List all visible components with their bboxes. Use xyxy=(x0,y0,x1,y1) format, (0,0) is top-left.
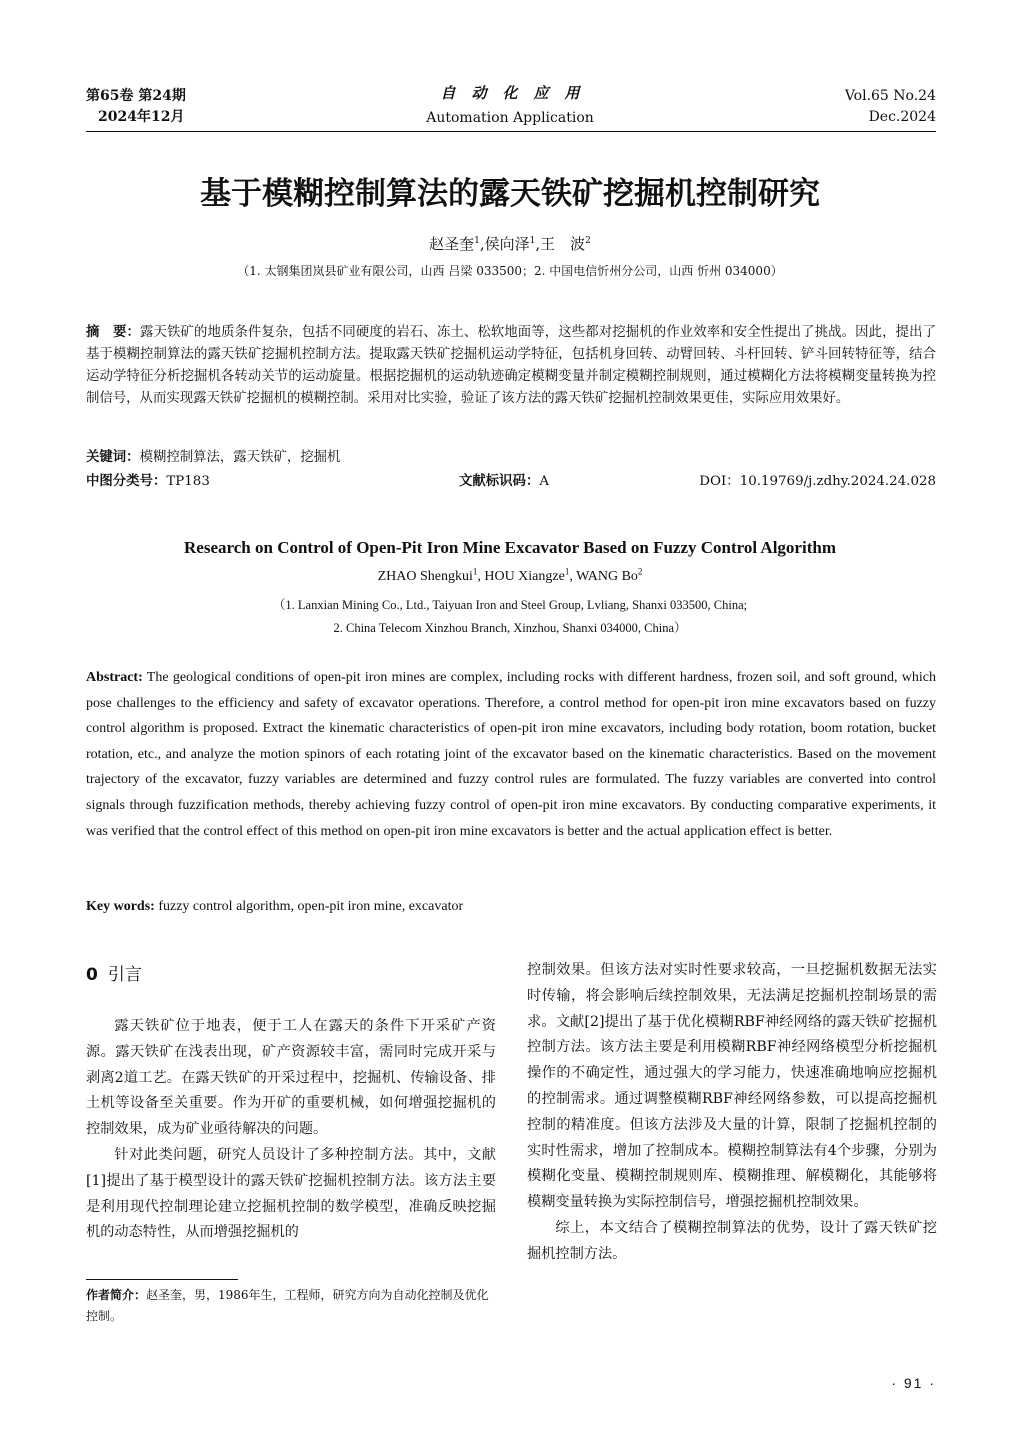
header-journal xyxy=(360,82,660,129)
affiliation-en-line1: （1. Lanxian Mining Co., Ltd., Taiyuan Iron and Steel Group, Lvliang, Shanxi 033500, China; xyxy=(272,598,748,612)
clc-label: 中图分类号： xyxy=(86,474,167,489)
section-number: 0 xyxy=(86,965,98,985)
author-2: 侯向泽 xyxy=(484,235,530,253)
author-2-en-affil: 1 xyxy=(564,566,570,577)
date-cn: 2024年12月 xyxy=(98,109,185,125)
header-issue-info xyxy=(86,86,186,128)
keywords-cn xyxy=(86,448,936,468)
affiliation-en-line2: 2. China Telecom Xinzhou Branch, Xinzhou, Shanxi 034000, China） xyxy=(333,621,687,635)
abstract-en xyxy=(86,665,936,844)
body-column-right xyxy=(527,958,937,1268)
author-3-affil: 2 xyxy=(585,236,591,246)
paper-title-en: Research on Control of Open-Pit Iron Mine Excavator Based on Fuzzy Control Algorithm xyxy=(184,538,836,557)
authors-cn: 赵圣奎$^1$,侯向泽$^1$,王 波$^2$ xyxy=(429,235,591,253)
page-number: · 91 · xyxy=(891,1375,936,1391)
volume-cn: 第65卷 第24期 xyxy=(86,88,186,104)
author-2-affil: 1 xyxy=(529,236,536,246)
abstract-text-en: The geological conditions of open-pit iron mines are complex, including rocks with different hardness, frozen soil, and soft ground, which pose challenges to the efficiency and safety of excavator operations. Therefore, a control method for open-pit iron mine excavators based on fuzzy control algorithm is proposed. Extract the kinematic characteristics of open-pit iron mine excavators, including body rotation, boom rotation, bucket rotation, etc., and analyze the motion spinors of each rotating joint of the excavator based on the kinematic characteristics. Based on the movement trajectory of the excavator, fuzzy variables are determined and fuzzy control rules are formulated. The fuzzy variables are converted into control signals through fuzzification methods, thereby achieving fuzzy control of open-pit iron mine excavators. By conducting comparative experiments, it was verified that the control effect of this method on open-pit iron mine excavators is better and the actual application effect is better. xyxy=(86,670,936,839)
doi[interactable] xyxy=(699,472,936,492)
clc-code xyxy=(86,472,210,492)
author-3-en: WANG Bo xyxy=(576,569,638,584)
keywords-text-cn: 模糊控制算法，露天铁矿，挖掘机 xyxy=(139,450,341,465)
author-footnote xyxy=(86,1285,496,1327)
section-heading xyxy=(86,963,142,987)
paragraph: 露天铁矿位于地表，便于工人在露天的条件下开采矿产资源。露天铁矿在浅表出现，矿产资源较丰富，需同时完成开采与剥离2道工艺。在露天铁矿的开采过程中，挖掘机、传输设备、排土机等设备至关重要。作为开矿的重要机械，如何增强挖掘机的控制效果，成为矿业亟待解决的问题。 xyxy=(86,1018,496,1138)
keywords-label-en: Key words: xyxy=(86,899,155,914)
volume-en: Vol.65 No.24 xyxy=(844,88,936,104)
author-1-affil: 1 xyxy=(474,236,480,246)
abstract-text-cn: 露天铁矿的地质条件复杂，包括不同硬度的岩石、冻土、松软地面等，这些都对挖掘机的作业效率和安全性提出了挑战。因此，提出了基于模糊控制算法的露天铁矿挖掘机控制方法。提取露天铁矿挖掘机运动学特征，包括机身回转、动臂回转、斗杆回转、铲斗回转特征等，结合运动学特征分析挖掘机各转动关节的运动旋量。根据挖掘机的运动轨迹确定模糊变量并制定模糊控制规则，通过模糊化方法将模糊变量转换为控制信号，从而实现露天铁矿挖掘机的模糊控制。采用对比实验，验证了该方法的露天铁矿挖掘机控制效果更佳，实际应用效果好。 xyxy=(86,325,937,406)
doc-label: 文献标识码： xyxy=(459,474,540,489)
document-code xyxy=(459,472,549,492)
section-title: 引言 xyxy=(107,965,142,985)
doi-label: DOI： xyxy=(699,474,740,489)
header-issue-info-en xyxy=(845,86,936,128)
abstract-label-cn: 摘 要： xyxy=(86,325,140,340)
keywords-text-en: fuzzy control algorithm, open-pit iron mine, excavator xyxy=(154,899,464,914)
doi-value[interactable]: 10.19769/j.zdhy.2024.24.028 xyxy=(739,474,936,489)
author-1-en: ZHAO Shengkui xyxy=(377,569,473,584)
keywords-en xyxy=(86,896,936,918)
footnote-text: 赵圣奎，男，1986年生，工程师，研究方向为自动化控制及优化控制。 xyxy=(86,1288,489,1323)
affiliation-cn: （1. 太钢集团岚县矿业有限公司，山西 吕梁 033500；2. 中国电信忻州分公司，山西 忻州 034000） xyxy=(237,264,783,278)
keywords-label-cn: 关键词： xyxy=(86,450,140,465)
paragraph: 控制效果。但该方法对实时性要求较高，一旦挖掘机数据无法实时传输，将会影响后续控制效果，无法满足挖掘机控制场景的需求。文献[2]提出了基于优化模糊RBF神经网络的露天铁矿挖掘机控制方法。该方法主要是利用模糊RBF神经网络模型分析挖掘机操作的不确定性，通过强大的学习能力，快速准确地响应挖掘机的控制需求。通过调整模糊RBF神经网络参数，可以提高挖掘机控制的精准度。但该方法涉及大量的计算，限制了挖掘机控制的实时性需求，增加了控制成本。模糊控制算法有4个步骤，分别为模糊化变量、模糊控制规则库、模糊推理、解模糊化，其能够将模糊变量转换为实际控制信号，增强挖掘机控制效果。 xyxy=(527,962,937,1211)
paragraph: 针对此类问题，研究人员设计了多种控制方法。其中，文献[1]提出了基于模型设计的露天铁矿挖掘机控制方法。该方法主要是利用现代控制理论建立挖掘机控制的数学模型，准确反映挖掘机的动态特性，从而增强挖掘机的 xyxy=(86,1146,496,1241)
date-en: Dec.2024 xyxy=(868,109,936,125)
abstract-label-en: Abstract: xyxy=(86,670,143,685)
authors-en: ZHAO Shengkui$^1$, HOU Xiangze$^1$, WANG Bo$^2$ xyxy=(377,566,643,584)
doc-value: A xyxy=(539,474,550,489)
abstract-cn xyxy=(86,322,936,410)
journal-name-cn: 自动化应用 xyxy=(440,84,596,102)
clc-value: TP183 xyxy=(166,474,210,489)
journal-name-en: Automation Application xyxy=(426,110,594,126)
footnote-label: 作者简介： xyxy=(86,1288,147,1302)
paper-title-cn: 基于模糊控制算法的露天铁矿挖掘机控制研究 xyxy=(200,176,820,212)
author-3: 王 波 xyxy=(540,235,586,253)
body-column-left xyxy=(86,1014,496,1246)
footnote-divider xyxy=(86,1279,238,1280)
author-3-en-affil: 2 xyxy=(637,566,643,577)
author-1: 赵圣奎 xyxy=(429,235,475,253)
paragraph: 综上，本文结合了模糊控制算法的优势，设计了露天铁矿挖掘机控制方法。 xyxy=(527,1219,937,1262)
author-1-en-affil: 1 xyxy=(472,566,478,577)
author-2-en: HOU Xiangze xyxy=(484,569,565,584)
header-divider xyxy=(86,131,936,132)
